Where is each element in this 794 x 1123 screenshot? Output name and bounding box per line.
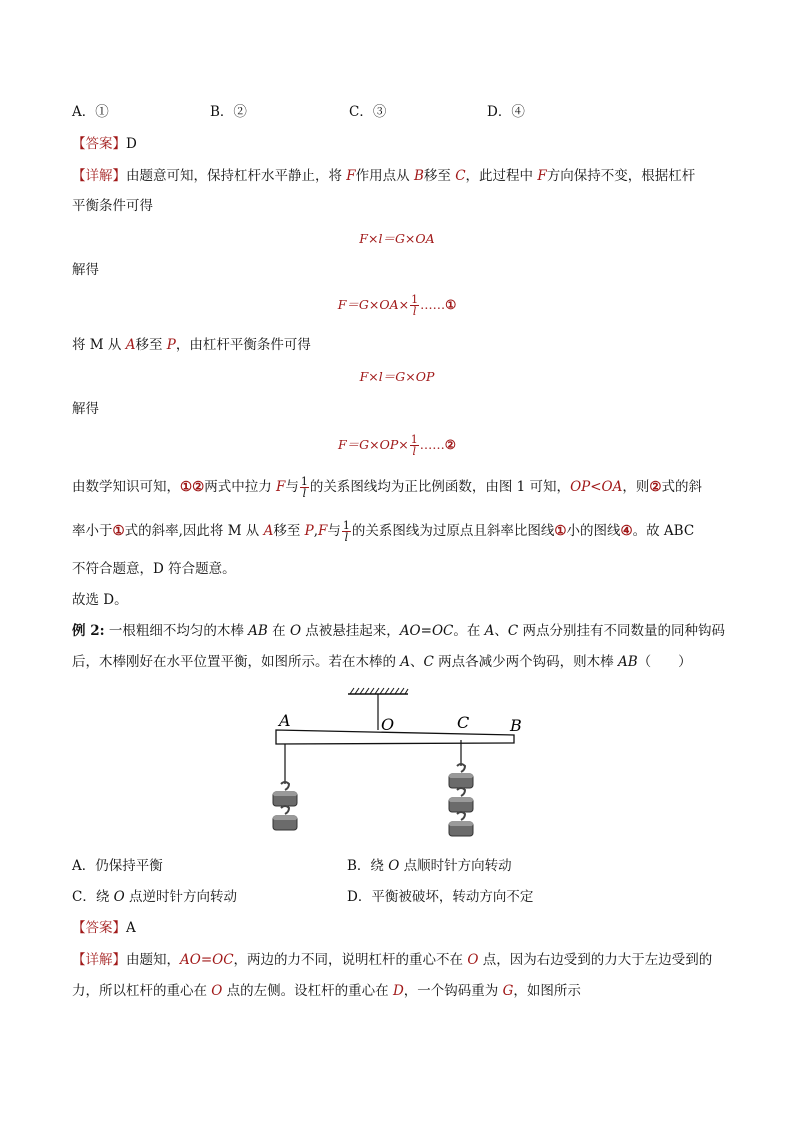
option-c: C．③ <box>349 104 387 120</box>
ex2-option-d: D．平衡被破坏，转动方向不定 <box>347 889 534 905</box>
example-2-line-1: 例 2: 一根粗细不均匀的木棒 AB 在 O 点被悬挂起来，AO=OC。在 A、C 两点分别挂有不同数量的同种钩码 <box>72 623 726 639</box>
detail-1-line-2: 平衡条件可得 <box>72 198 153 214</box>
answer-value: D <box>126 136 137 152</box>
equation-2: F＝G×OA× $\frac{1}{l}$ ……① <box>337 293 457 318</box>
example-2-line-2: 后，木棒刚好在水平位置平衡，如图所示。若在木棒的 A、C 两点各减少两个钩码，则木棒 AB（ ） <box>72 654 692 670</box>
weights-at-c <box>449 740 473 836</box>
weights-at-a <box>273 744 297 830</box>
answer-1 <box>72 134 137 154</box>
equation-3: F×l＝G×OP <box>359 369 435 384</box>
label-c: C <box>457 713 470 732</box>
label-o: O <box>381 715 395 734</box>
ex2-option-b: B．绕 O 点顺时针方向转动 <box>347 858 512 874</box>
fraction: $\frac{1}{l}$ <box>411 293 419 318</box>
lever-figure <box>265 680 535 845</box>
ceiling-support <box>348 688 408 694</box>
answer-2: 【答案】A <box>72 920 136 936</box>
detail-1-line-6: 不符合题意，D 符合题意。 <box>72 561 236 577</box>
detail-2-line-1: 【详解】由题知，AO=OC，两边的力不同，说明杠杆的重心不在 O 点，因为右边受到的力大于左边受到的 <box>72 952 713 968</box>
option-b: B．② <box>210 104 247 120</box>
label-b: B <box>510 716 522 735</box>
answer-label: 【答案】 <box>72 136 126 152</box>
detail-1-line-4: 由数学知识可知，①②两式中拉力 F与 $\frac{1}{l}$ 的关系图线均为正比例函数，由图 1 可知，OP<OA，则②式的斜 <box>72 475 702 500</box>
detail-1-line-1: 【详解】由题意可知，保持杠杆水平静止，将 F作用点从 B移至 C，此过程中 F方向保持不变，根据杠杆 <box>72 168 696 184</box>
ex2-option-c: C．绕 O 点逆时针方向转动 <box>72 889 237 905</box>
example-2-label: 例 2: <box>72 623 105 639</box>
option-a: A．① <box>72 104 109 120</box>
equation-4: F＝G×OP× $\frac{1}{l}$ ……② <box>338 433 456 458</box>
wooden-stick <box>276 730 514 744</box>
detail-1-line-7: 故选 D。 <box>72 592 128 608</box>
detail-1-line-3: 将 M 从 A移至 P，由杠杆平衡条件可得 <box>72 337 311 353</box>
solve-label-2: 解得 <box>72 401 99 417</box>
label-a: A <box>279 711 291 730</box>
ex2-option-a: A．仍保持平衡 <box>72 858 163 874</box>
detail-2-line-2: 力，所以杠杆的重心在 O 点的左侧。设杠杆的重心在 D，一个钩码重为 G，如图所示 <box>72 983 581 999</box>
detail-1-line-5: 率小于①式的斜率,因此将 M 从 A移至 P,F与 $\frac{1}{l}$ 的关系图线为过原点且斜率比图线①小的图线④。故 ABC <box>72 519 695 544</box>
option-d: D．④ <box>487 104 525 120</box>
solve-label-1: 解得 <box>72 262 99 278</box>
equation-1: F×l＝G×OA <box>359 231 435 246</box>
